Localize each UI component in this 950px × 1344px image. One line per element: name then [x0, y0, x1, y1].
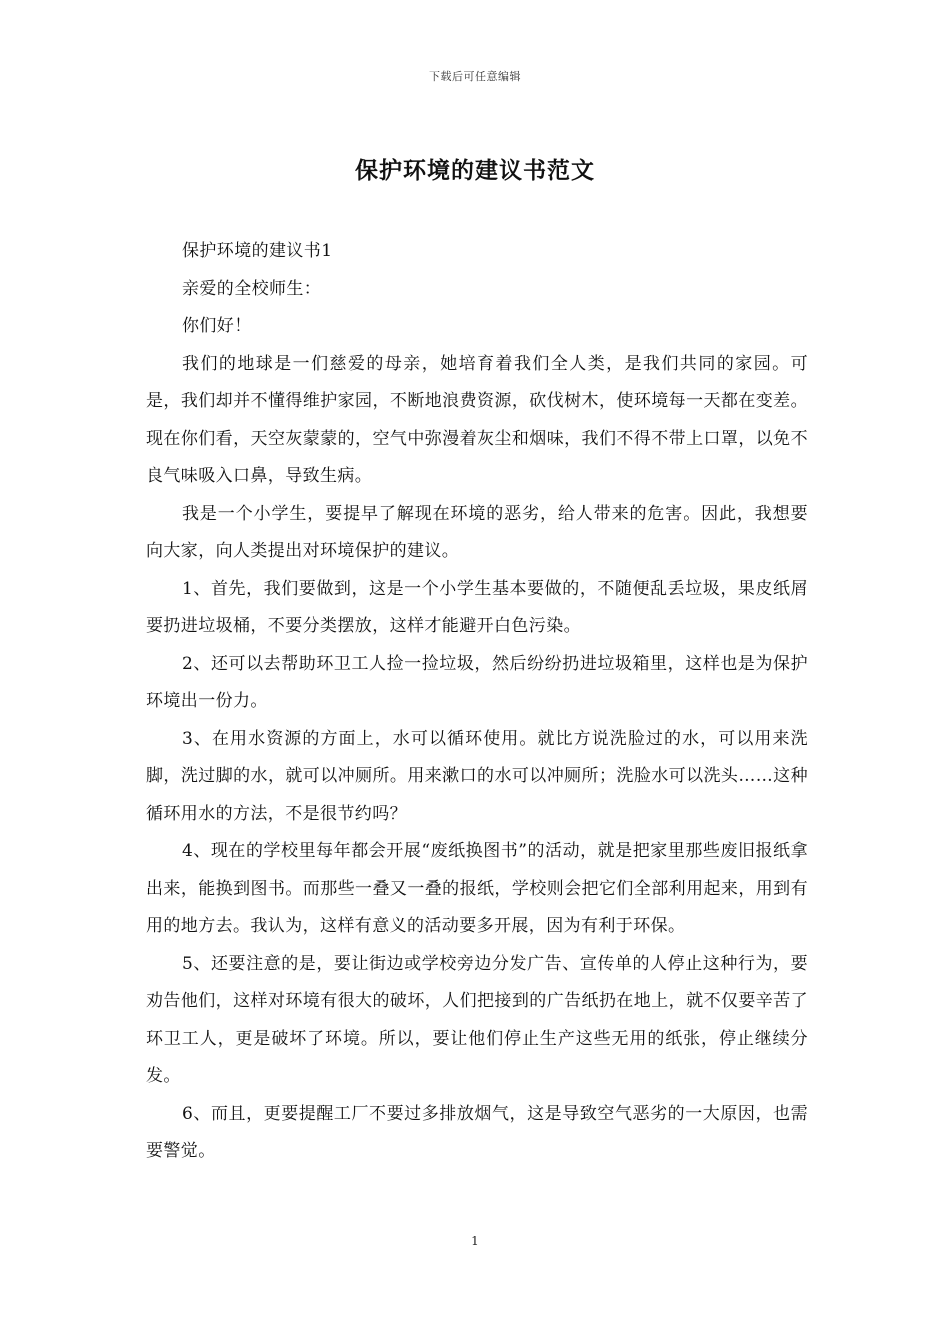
paragraph-greeting: 你们好！ — [182, 316, 252, 336]
page-number: 1 — [471, 1234, 479, 1248]
paragraph-item-4: 4、现在的学校里每年都会开展“废纸换图书”的活动，就是把家里那些废旧报纸拿出来，能换到图书。而那些一叠又一叠的报纸，学校则会把它们全部利用起来，用到有用的地方去。我认为，这样有意义的活动要多开展，因为有利于环保。 — [146, 841, 808, 936]
paragraph-item-1: 1、首先，我们要做到，这是一个小学生基本要做的，不随便乱丢垃圾，果皮纸屑要扔进垃圾桶，不要分类摆放，这样才能避开白色污染。 — [146, 578, 808, 636]
paragraph-item-6: 6、而且，更要提醒工厂不要过多排放烟气，这是导致空气恶劣的一大原因，也需要警觉。 — [146, 1103, 808, 1161]
paragraph-item-5: 5、还要注意的是，要让街边或学校旁边分发广告、宣传单的人停止这种行为，要劝告他们，这样对环境有很大的破坏，人们把接到的广告纸扔在地上，就不仅要辛苦了环卫工人，更是破坏了环境。所以，要让他们停止生产这些无用的纸张，停止继续分发。 — [146, 953, 808, 1086]
paragraph-salutation: 亲爱的全校师生： — [182, 278, 322, 299]
document-body — [146, 233, 808, 1171]
paragraph-item-2: 2、还可以去帮助环卫工人捡一捡垃圾，然后纷纷扔进垃圾箱里，这样也是为保护环境出一份力。 — [146, 653, 808, 711]
header-note: 下载后可任意编辑 — [429, 70, 521, 83]
paragraph: 我们的地球是一们慈爱的母亲，她培育着我们全人类，是我们共同的家园。可是，我们却并不懂得维护家园，不断地浪费资源，砍伐树木，使环境每一天都在变差。现在你们看，天空灰蒙蒙的，空气中弥漫着灰尘和烟味，我们不得不带上口罩，以免不良气味吸入口鼻，导致生病。 — [146, 353, 808, 486]
paragraph-heading: 保护环境的建议书1 — [182, 241, 333, 261]
document-title: 保护环境的建议书范文 — [355, 157, 595, 184]
paragraph-item-3: 3、在用水资源的方面上，水可以循环使用。就比方说洗脸过的水，可以用来洗脚，洗过脚的水，就可以冲厕所。用来漱口的水可以冲厕所；洗脸水可以洗头……这种循环用水的方法，不是很节约吗？ — [146, 728, 808, 824]
paragraph: 我是一个小学生，要提早了解现在环境的恶劣，给人带来的危害。因此，我想要向大家，向人类提出对环境保护的建议。 — [146, 503, 808, 561]
